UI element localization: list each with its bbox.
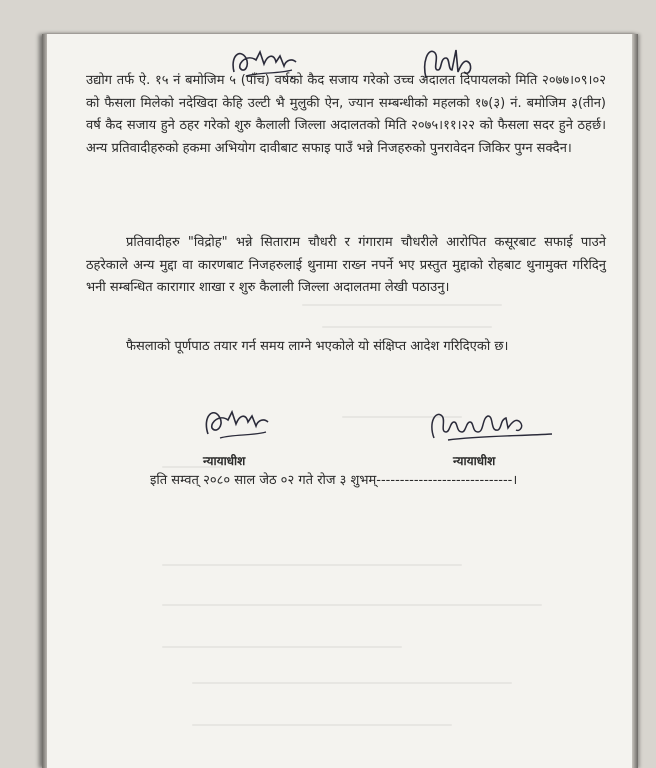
bleed-through-line	[192, 682, 512, 684]
date-line: इति सम्वत् २०८० साल जेठ ०२ गते रोज ३ शुभम्-----------------------------।	[150, 473, 518, 488]
bleed-through-line	[162, 646, 402, 648]
judge-signature-left	[198, 400, 276, 450]
page-edge-shadow-left	[42, 34, 47, 768]
bleed-through-line	[192, 724, 452, 726]
page-edge-shadow-right	[632, 34, 638, 768]
paragraph-3: फैसलाको पूर्णपाठ तयार गर्न समय लाग्ने भएकोले यो संक्षिप्त आदेश गरिदिएको छ।	[126, 339, 509, 354]
judge-signature-right	[428, 404, 556, 450]
judge-label-right: न्यायाधीश	[453, 454, 496, 468]
paragraph-2: प्रतिवादीहरु "विद्रोह" भन्ने सिताराम चौधरी र गंगाराम चौधरीले आरोपित कसूरबाट सफाई पाउने ठहरेकाले अन्य मुद्दा वा कारणबाट निजहरुलाई थुनामा राख्न नपर्ने भए प्रस्तुत मुद्दाको रोहबाट थुनामुक्त गरिदिनु भनी सम्बन्धित कारागार शाखा र शुरु कैलाली जिल्ला अदालतमा लेखी पठाउनु।	[86, 235, 606, 295]
bleed-through-line	[162, 604, 542, 606]
bleed-through-line	[302, 304, 502, 306]
bleed-through-line	[322, 326, 492, 328]
judge-label-left: न्यायाधीश	[203, 454, 246, 468]
bleed-through-line	[162, 564, 462, 566]
paragraph-1: उद्योग तर्फ ऐ. १५ नं बमोजिम ५ (पाँच) वर्षको कैद सजाय गरेको उच्च अदालत दिपायलको मिति २०७७।०९।०२ को फैसला मिलेको नदेखिदा केहि उल्टी भै मुलुकी ऐन, ज्यान सम्बन्धीको महलको १७(३) नं. बमोजिम ३(तीन) वर्ष कैद सजाय हुने ठहर गरेको शुरु कैलाली जिल्ला अदालतको मिति २०७५।११।२२ को फैसला सदर हुने ठहर्छ। अन्य प्रतिवादीहरुको हकमा अभियोग दावीबाट सफाइ पाउँ भन्ने निजहरुको पुनरावेदन जिकिर पुग्न सक्दैन।	[86, 73, 606, 156]
